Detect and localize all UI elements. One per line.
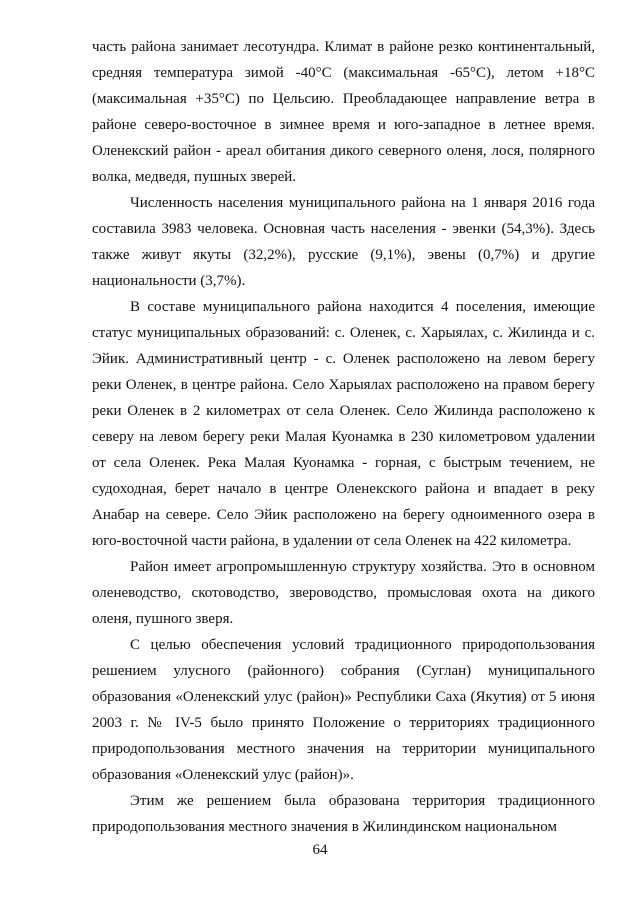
paragraph-regulation: С целью обеспечения условий традиционного природопользования решением улусного (районного) собрания (Суглан) муниципального образования «Оленекский улус (район)» Республики Саха (Якутия) от 5 июня 2003 г. № IV-5 было принято Положение о территориях традиционного природопользования местного значения на территории муниципального образования «Оленекский улус (район)». bbox=[92, 637, 595, 783]
paragraph-territory: Этим же решением была образована территория традиционного природопользования местного значения в Жилиндинском национальном bbox=[92, 793, 595, 835]
page-number: 64 bbox=[312, 842, 328, 858]
paragraph-climate: часть района занимает лесотундра. Климат в районе резко континентальный, средняя температура зимой -40°С (максимальная -65°С), летом +18°С (максимальная +35°С) по Цельсию. Преобладающее направление ветра в районе северо-восточное в зимнее время и юго-западное в летнее время. Оленекский район - ареал обитания дикого северного оленя, лося, полярного волка, медведя, пушных зверей. bbox=[92, 39, 595, 185]
paragraph-economy: Район имеет агропромышленную структуру хозяйства. Это в основном оленеводство, скотоводство, звероводство, промысловая охота на дикого оленя, пушного зверя. bbox=[92, 559, 595, 627]
paragraph-population: Численность населения муниципального района на 1 января 2016 года составила 3983 человека. Основная часть населения - эвенки (54,3%). Здесь также живут якуты (32,2%), русские (9,1%), эвены (0,7%) и другие национальности (3,7%). bbox=[92, 195, 595, 289]
document-page bbox=[92, 34, 595, 840]
paragraph-settlements: В составе муниципального района находится 4 поселения, имеющие статус муниципальных образований: с. Оленек, с. Харыялах, с. Жилинда и с. Эйик. Административный центр - с. Оленек расположено на левом берегу реки Оленек, в центре района. Село Харыялах расположено на правом берегу реки Оленек в 2 километрах от села Оленек. Село Жилинда расположено к северу на левом берегу реки Малая Куонамка в 230 километровом удалении от села Оленек. Река Малая Куонамка - горная, с быстрым течением, не судоходная, берет начало в центре Оленекского района и впадает в реку Анабар на севере. Село Эйик расположено на берегу одноименного озера в юго-восточной части района, в удалении от села Оленек на 422 километра. bbox=[92, 299, 595, 549]
